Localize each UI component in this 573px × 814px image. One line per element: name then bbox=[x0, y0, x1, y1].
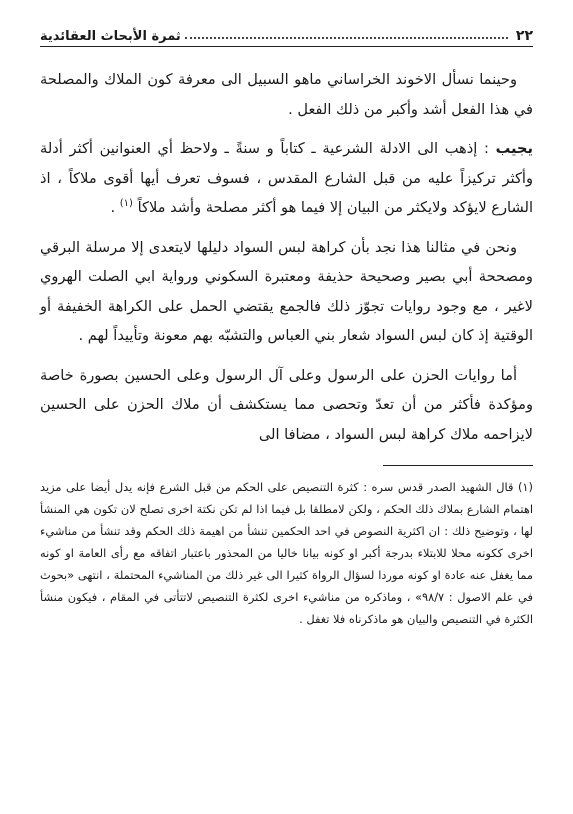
running-title: ثمرة الأبحاث العقائدية bbox=[40, 29, 181, 44]
footnote-divider bbox=[383, 465, 533, 466]
page-header bbox=[40, 22, 533, 47]
main-text bbox=[40, 65, 533, 449]
paragraph-1: وحينما نسأل الاخوند الخراساني ماهو السبيل الى معرفة كون الملاك والمصلحة في هذا الفعل أشد وأكبر من ذلك الفعل . bbox=[40, 71, 533, 118]
paragraph-3: ونحن في مثالنا هذا نجد بأن كراهة لبس السواد دليلها لايتعدى إلا مرسلة البرقي ومصححة أبي بصير وصحيحة حذيفة ومعتبرة السكوني ورواية ابي الصلت الهروي لاغير ، مع وجود روايات تجوّز ذلك فالجمع يقتضي الحمل على الكراهة الخفيفة أو الوقتية إذ كان لبس السواد شعار بني العباس والتشبّه بهم معونة وتأييداً لهم . bbox=[40, 238, 533, 344]
paragraph-2-end: . bbox=[110, 199, 120, 216]
answer-label: يجيب bbox=[495, 140, 533, 157]
footnote-reference[interactable]: (١) bbox=[119, 198, 133, 210]
page-number: ٢٢ bbox=[515, 28, 533, 44]
paragraph-4: أما روايات الحزن على الرسول وعلى آل الرسول وعلى الحسين بصورة خاصة ومؤكدة فأكثر من أن تعدّ وتحصى مما يستكشف أن ملاك الحزن على الحسين لايزاحمه ملاك كراهة لبس السواد ، مضافا الى bbox=[40, 366, 533, 443]
header-dotted-leader bbox=[185, 37, 508, 39]
paragraph-2-text: : إذهب الى الادلة الشرعية ـ كتاباً و سنةً ـ ولاحظ أي العنوانين أكثر أدلة وأكثر تركيزاً عليه من قبل الشارع المقدس ، فسوف تعرف أيها أقوى ملاكاً ، اذ الشارع لايؤكد ولايكثر من البيان إلا فيما هو أكثر مصلحة وأشد ملاكاً bbox=[40, 140, 533, 216]
document-page bbox=[40, 22, 533, 794]
footnote-1: (١) قال الشهيد الصدر قدس سره : كثرة التنصيص على الحكم من قبل الشرع فإنه يدل أيضا على مزيد اهتمام الشارع بملاك ذلك الحكم ، ولكن لامطلقا بل فيما اذا لم تكن نكتة اخرى تصلح لان تكون هي المنشأ لها ، وتوضيح ذلك : ان اكثرية النصوص في احد الحكمين تنشأ من اهيمة ذلك الحكم وقد تنشأ من مناشيء اخرى ككونه محلا للابتلاء بدرجة أكبر او كونه بيانا خاليا من المحذور باعتبار اتفاقه مع رأى العامة او كونه مما يغفل عنه عادة او كونه موردا لسؤال الرواة كثيرا الى غير ذلك من المناشيء المحتملة ، انتهى «بحوث في علم الاصول : ٩٨/٧» ، وماذكره من مناشيء اخرى لكثرة التنصيص لاتتأتى في المقام ، فيكون منشأ الكثرة في التنصيص والبيان هو ماذكرناه فلا تغفل . bbox=[40, 480, 533, 626]
paragraph-2 bbox=[40, 134, 533, 223]
